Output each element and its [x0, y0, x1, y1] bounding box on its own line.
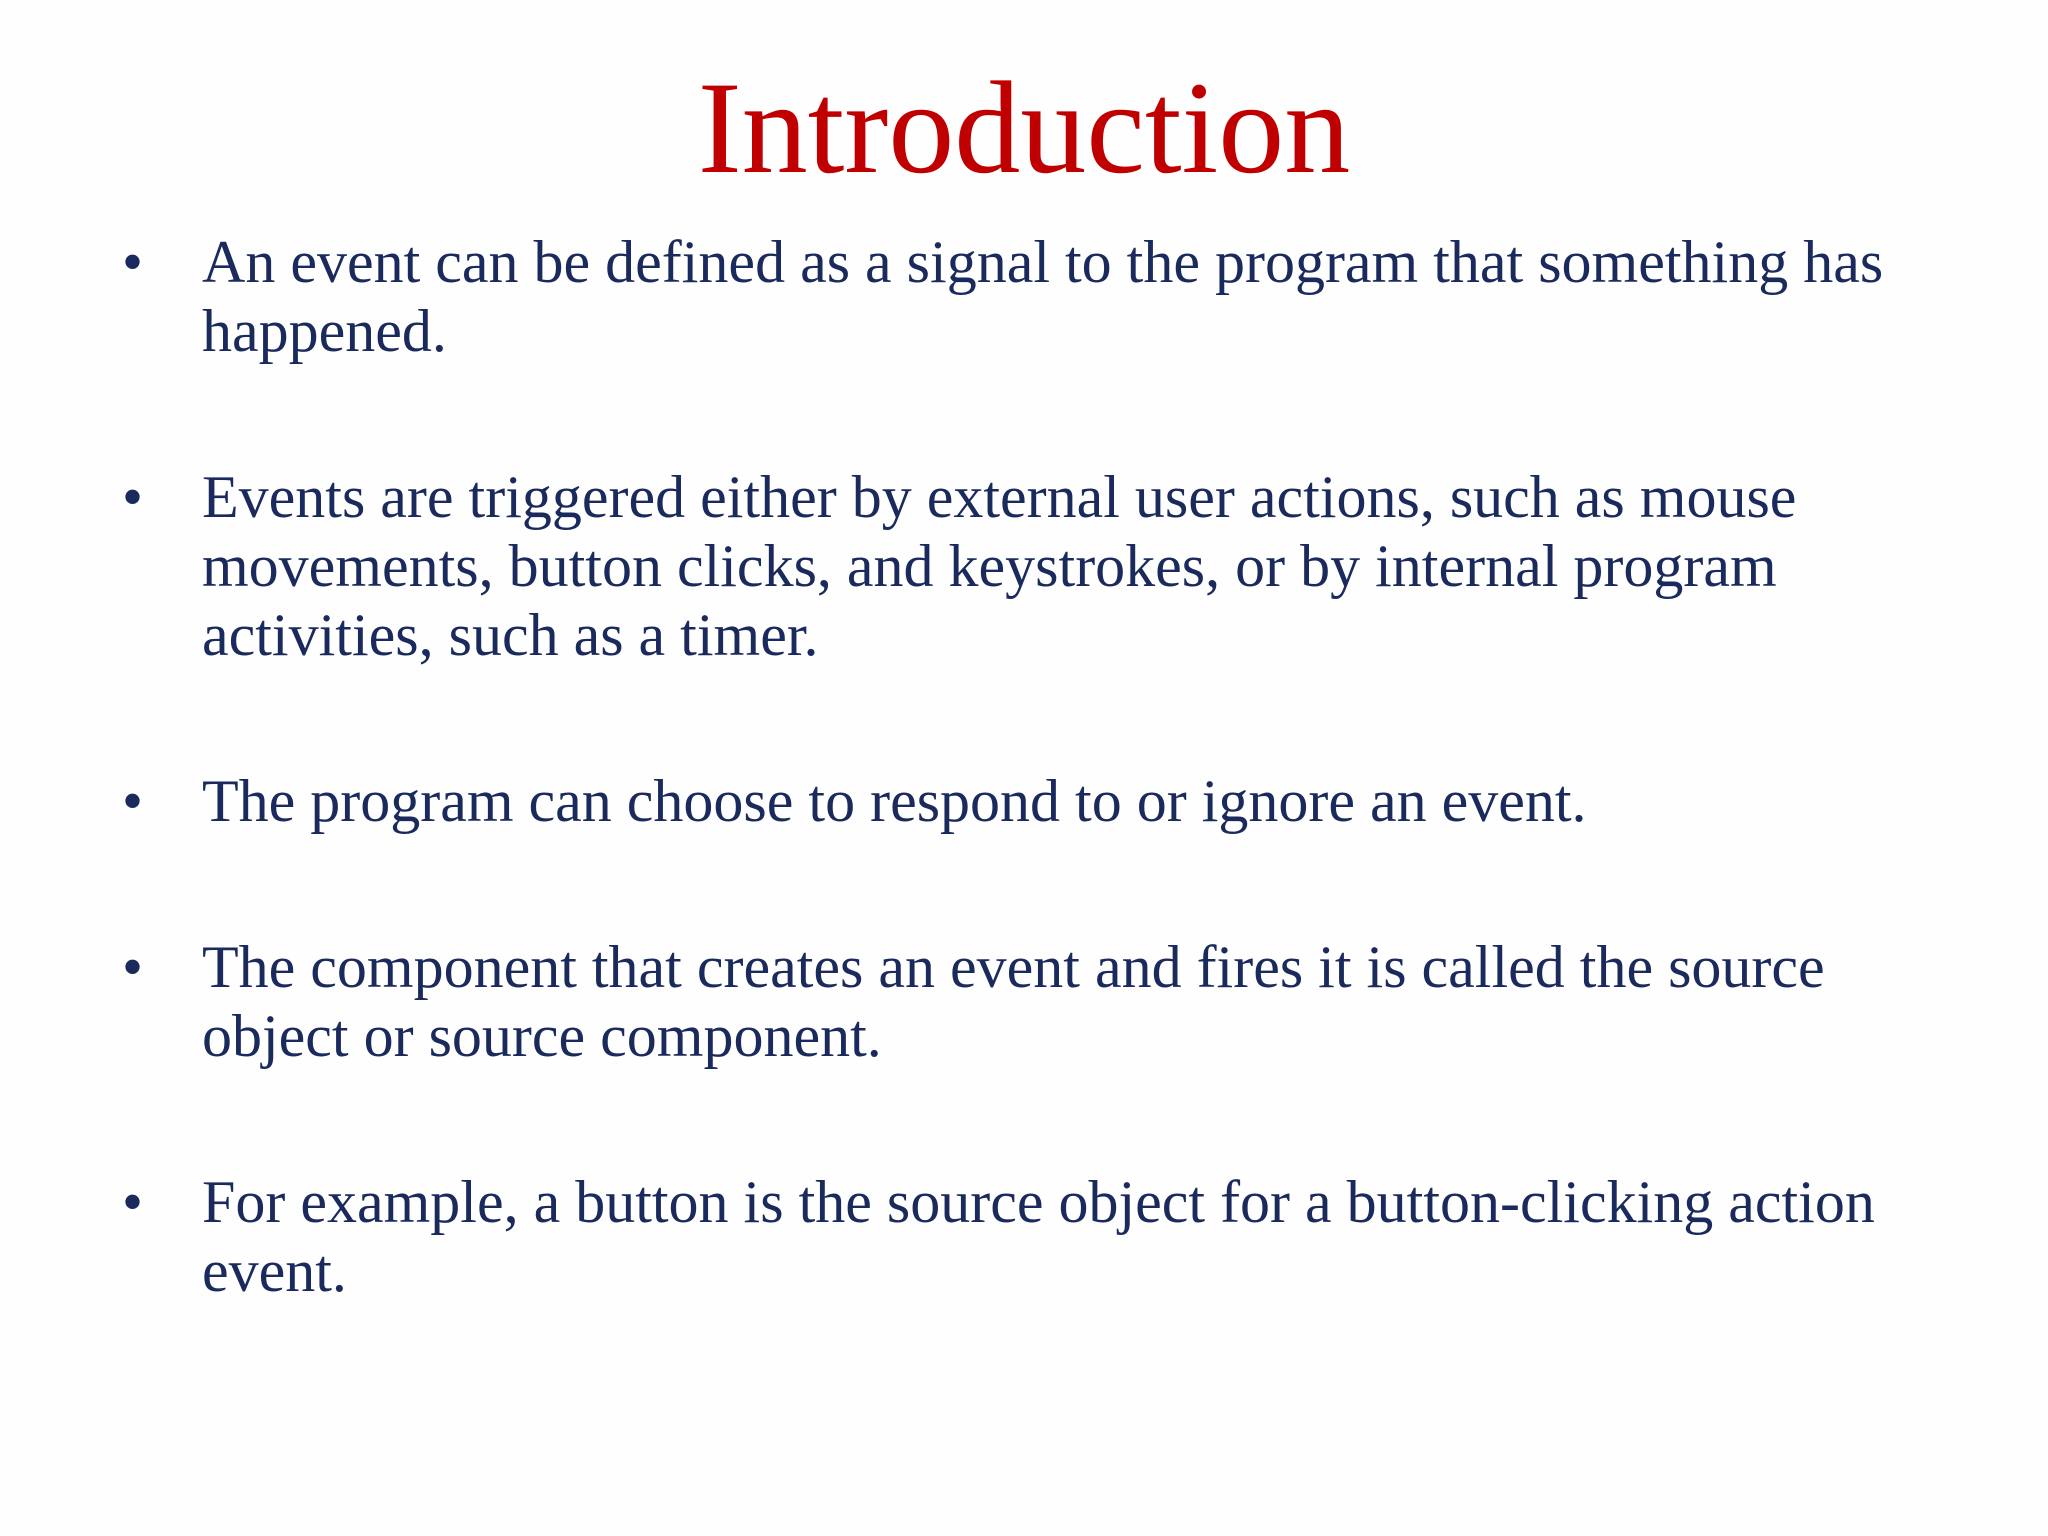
bullet-text: For example, a button is the source object for a button-clicking action event. [202, 1169, 1875, 1304]
slide-title: Introduction [697, 54, 1351, 201]
bullet-item [120, 767, 1980, 836]
bullet-icon: • [122, 464, 144, 530]
bullet-item [120, 228, 1980, 366]
bullet-text: Events are triggered either by external user actions, such as mouse movements, button clicks, and keystrokes, or by internal program activities, such as a timer. [202, 464, 1797, 668]
bullet-icon: • [122, 768, 144, 834]
bullet-item [120, 463, 1980, 670]
bullet-item [120, 1168, 1980, 1306]
bullet-list [120, 228, 1980, 1306]
bullet-icon: • [122, 934, 144, 1000]
bullet-icon: • [122, 1169, 144, 1235]
bullet-text: The program can choose to respond to or ignore an event. [202, 768, 1587, 834]
bullet-text: An event can be defined as a signal to the program that something has happened. [202, 229, 1884, 364]
bullet-item [120, 933, 1980, 1071]
bullet-icon: • [122, 229, 144, 295]
bullet-text: The component that creates an event and fires it is called the source object or source component. [202, 934, 1825, 1069]
